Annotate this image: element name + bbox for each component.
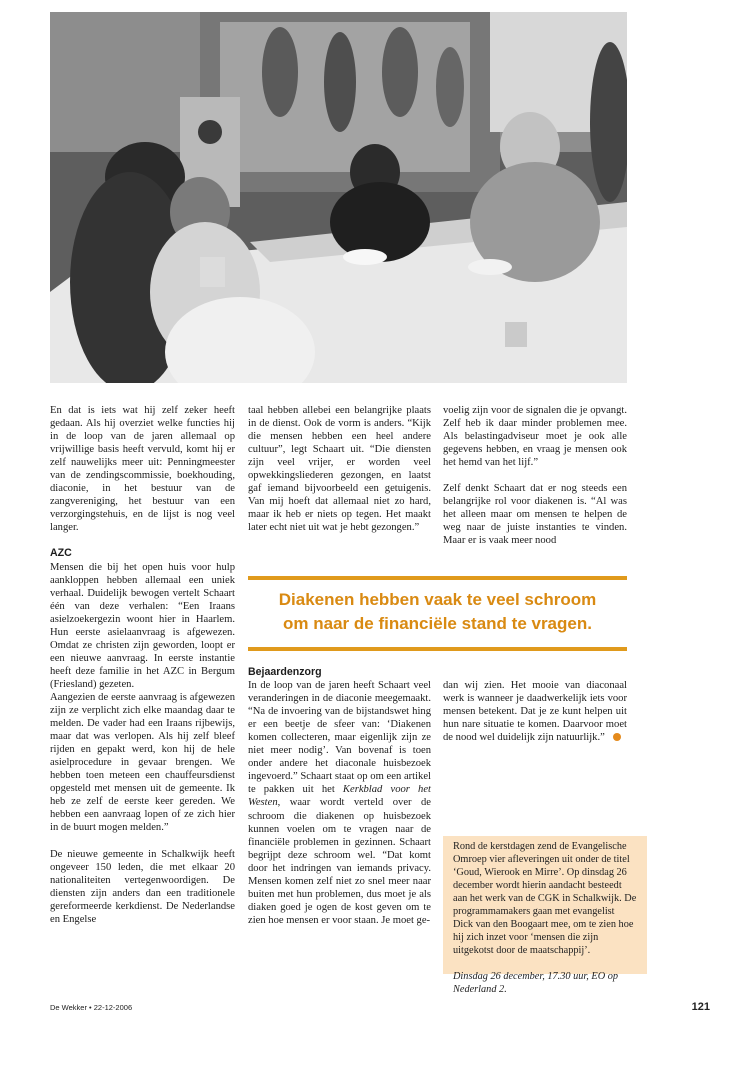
intro-paragraph: En dat is iets wat hij zelf zeker heeft gedaan. Als hij overziet welke functies hij in de loop van de jaren allemaal op vrijwillige basis heeft vervuld, komt hij er zelf nauwelijks meer uit: Penningmeester van de zendingscommissie, boekhouding, diaconie, in het bestuur van de zangvereniging, het bestuur van een verzorgingstehuis, en de lijst is nog veel langer. <box>50 405 235 534</box>
heading-azc: AZC <box>50 547 72 560</box>
footer-publication: De Wekker • 22-12-2006 <box>50 1003 133 1012</box>
tv-info-box <box>443 836 647 996</box>
paragraph: De nieuwe gemeente in Schalkwijk heeft ongeveer 150 leden, die met elkaar 20 nationaliteiten vertegenwoordigen. De diensten zijn anders dan een traditionele gereformeerde kerkdienst. De Nederlandse en Engelse <box>50 848 235 925</box>
paragraph: voelig zijn voor de signalen die je opvangt. Zelf heb ik daar minder problemen mee. Als belastingadviseur moet je ook alle gegevens hebben, en vraag je mensen ook het hemd van het lijf.” <box>443 405 627 469</box>
pullquote <box>248 588 627 636</box>
pullquote-top-rule <box>248 576 627 580</box>
paragraph: taal hebben allebei een belangrijke plaats in de dienst. Ook de vorm is anders. “Kijk die mensen hebben een heel andere cultuur”, legt Schaart uit. “Die diensten zijn veel vrijer, er worden veel opwekkingsliederen gezongen, en laatst gaf iemand bijvoorbeeld een getuigenis. Van mij hoeft dat allemaal niet zo hard, maar ik heb er niets op tegen. Het maakt later echt niet uit wat je hebt gezongen.” <box>248 405 431 534</box>
column-2-top <box>248 404 431 534</box>
pullquote-line-1: Diakenen hebben vaak te veel schroom <box>278 590 597 609</box>
publication-title: Kerkblad voor het Westen <box>248 784 431 809</box>
column-2-bottom <box>248 666 431 927</box>
box-broadcast-time: Dinsdag 26 december, 17.30 uur, EO op Nederland 2. <box>453 971 619 996</box>
column-1 <box>50 404 235 926</box>
box-paragraph: Rond de kerstdagen zend de Evangelische Omroep vier afleveringen uit onder de titel ‘Goud, Wierook en Mirre’. Op dinsdag 26 december wordt hierin aandacht besteedt aan het werk van de CGK in Schalkwijk. De programmamakers gaan met evangelist Dick van den Boogaart mee, om te zien hoe hij zich inzet voor ‘mensen die zijn uitgekotst door de maatschappij’. <box>453 841 637 957</box>
paragraph: dan wij zien. Het mooie van diaconaal werk is wanneer je daadwerkelijk iets voor mensen betekent. Dat je ze kunt helpen uit hun nare situatie te komen. Daarvoor moet de nood wel duidelijk zijn natuurlijk.” <box>443 680 627 744</box>
photo-icon <box>50 12 627 383</box>
paragraph: Mensen die bij het open huis voor hulp aankloppen hebben allemaal een uniek verhaal. Duidelijk bewogen vertelt Schaart één van deze verhalen: “Een Iraans asielzoekergezin woont hier in Haarlem. Hun eerste asielaanvraag is afgewezen. Omdat ze christen zijn geworden, loopt er een nieuwe aanvraag. In eerste instantie heeft deze familie in het AZC in Bergum (Friesland) gezeten. <box>50 561 235 690</box>
paragraph: Zelf denkt Schaart dat er nog steeds een belangrijke rol voor diakenen is. “Al was het alleen maar om mensen te helpen de weg naar de juiste instanties te vinden. Maar er is vaak meer nood <box>443 483 627 547</box>
pullquote-bottom-rule <box>248 647 627 651</box>
paragraph: In de loop van de jaren heeft Schaart veel veranderingen in de diaconie meegemaakt. “Na de invoering van de bijstandswet hing er een beetje de sfeer van: ‘Diakenen komen collecteren, maar eigenlijk zijn ze niet meer nodig’. Van bovenaf is toen onder andere het diaconale huisbezoek ingevoerd.” Schaart staat op om een artikel te pakken uit het Kerkblad voor het Westen, waar wordt verteld over de schroom die diakenen op huisbezoek kunnen voelen om te vragen naar de financiële problemen in gezinnen. Schaart begrijpt deze schroom wel. “Dat komt door het indringen van iemands privacy. Mensen komen zelf niet zo snel meer naar buiten met hun problemen, dus moet je als diaken goed je ogen de kost geven om te zien hoe mensen er voor staan. Je moet ge- <box>248 680 431 926</box>
pullquote-line-2: om naar de financiële stand te vragen. <box>283 614 592 633</box>
end-mark-icon <box>613 733 621 741</box>
column-3-bottom <box>443 679 627 744</box>
heading-bejaardenzorg: Bejaardenzorg <box>248 666 322 678</box>
paragraph: Aangezien de eerste aanvraag is afgewezen zijn ze verplicht zich elke maandag daar te melden. De vader had een Iraans rijbewijs, maar dat was verlopen. Als hij zelf bleef rijden en gepakt werd, kon hij de hele asielprocedure in gevaar brengen. We hebben toen meteen een chauffeursdienst opgesteld met mensen uit de gemeente. Ik heb ze zelf de eerste keer gereden. We hebben een aanvraag lopen of ze zich hier in de buurt mogen melden.” <box>50 691 235 834</box>
article-photo <box>50 12 627 383</box>
page-number: 121 <box>691 1001 710 1013</box>
column-3-top <box>443 404 627 547</box>
